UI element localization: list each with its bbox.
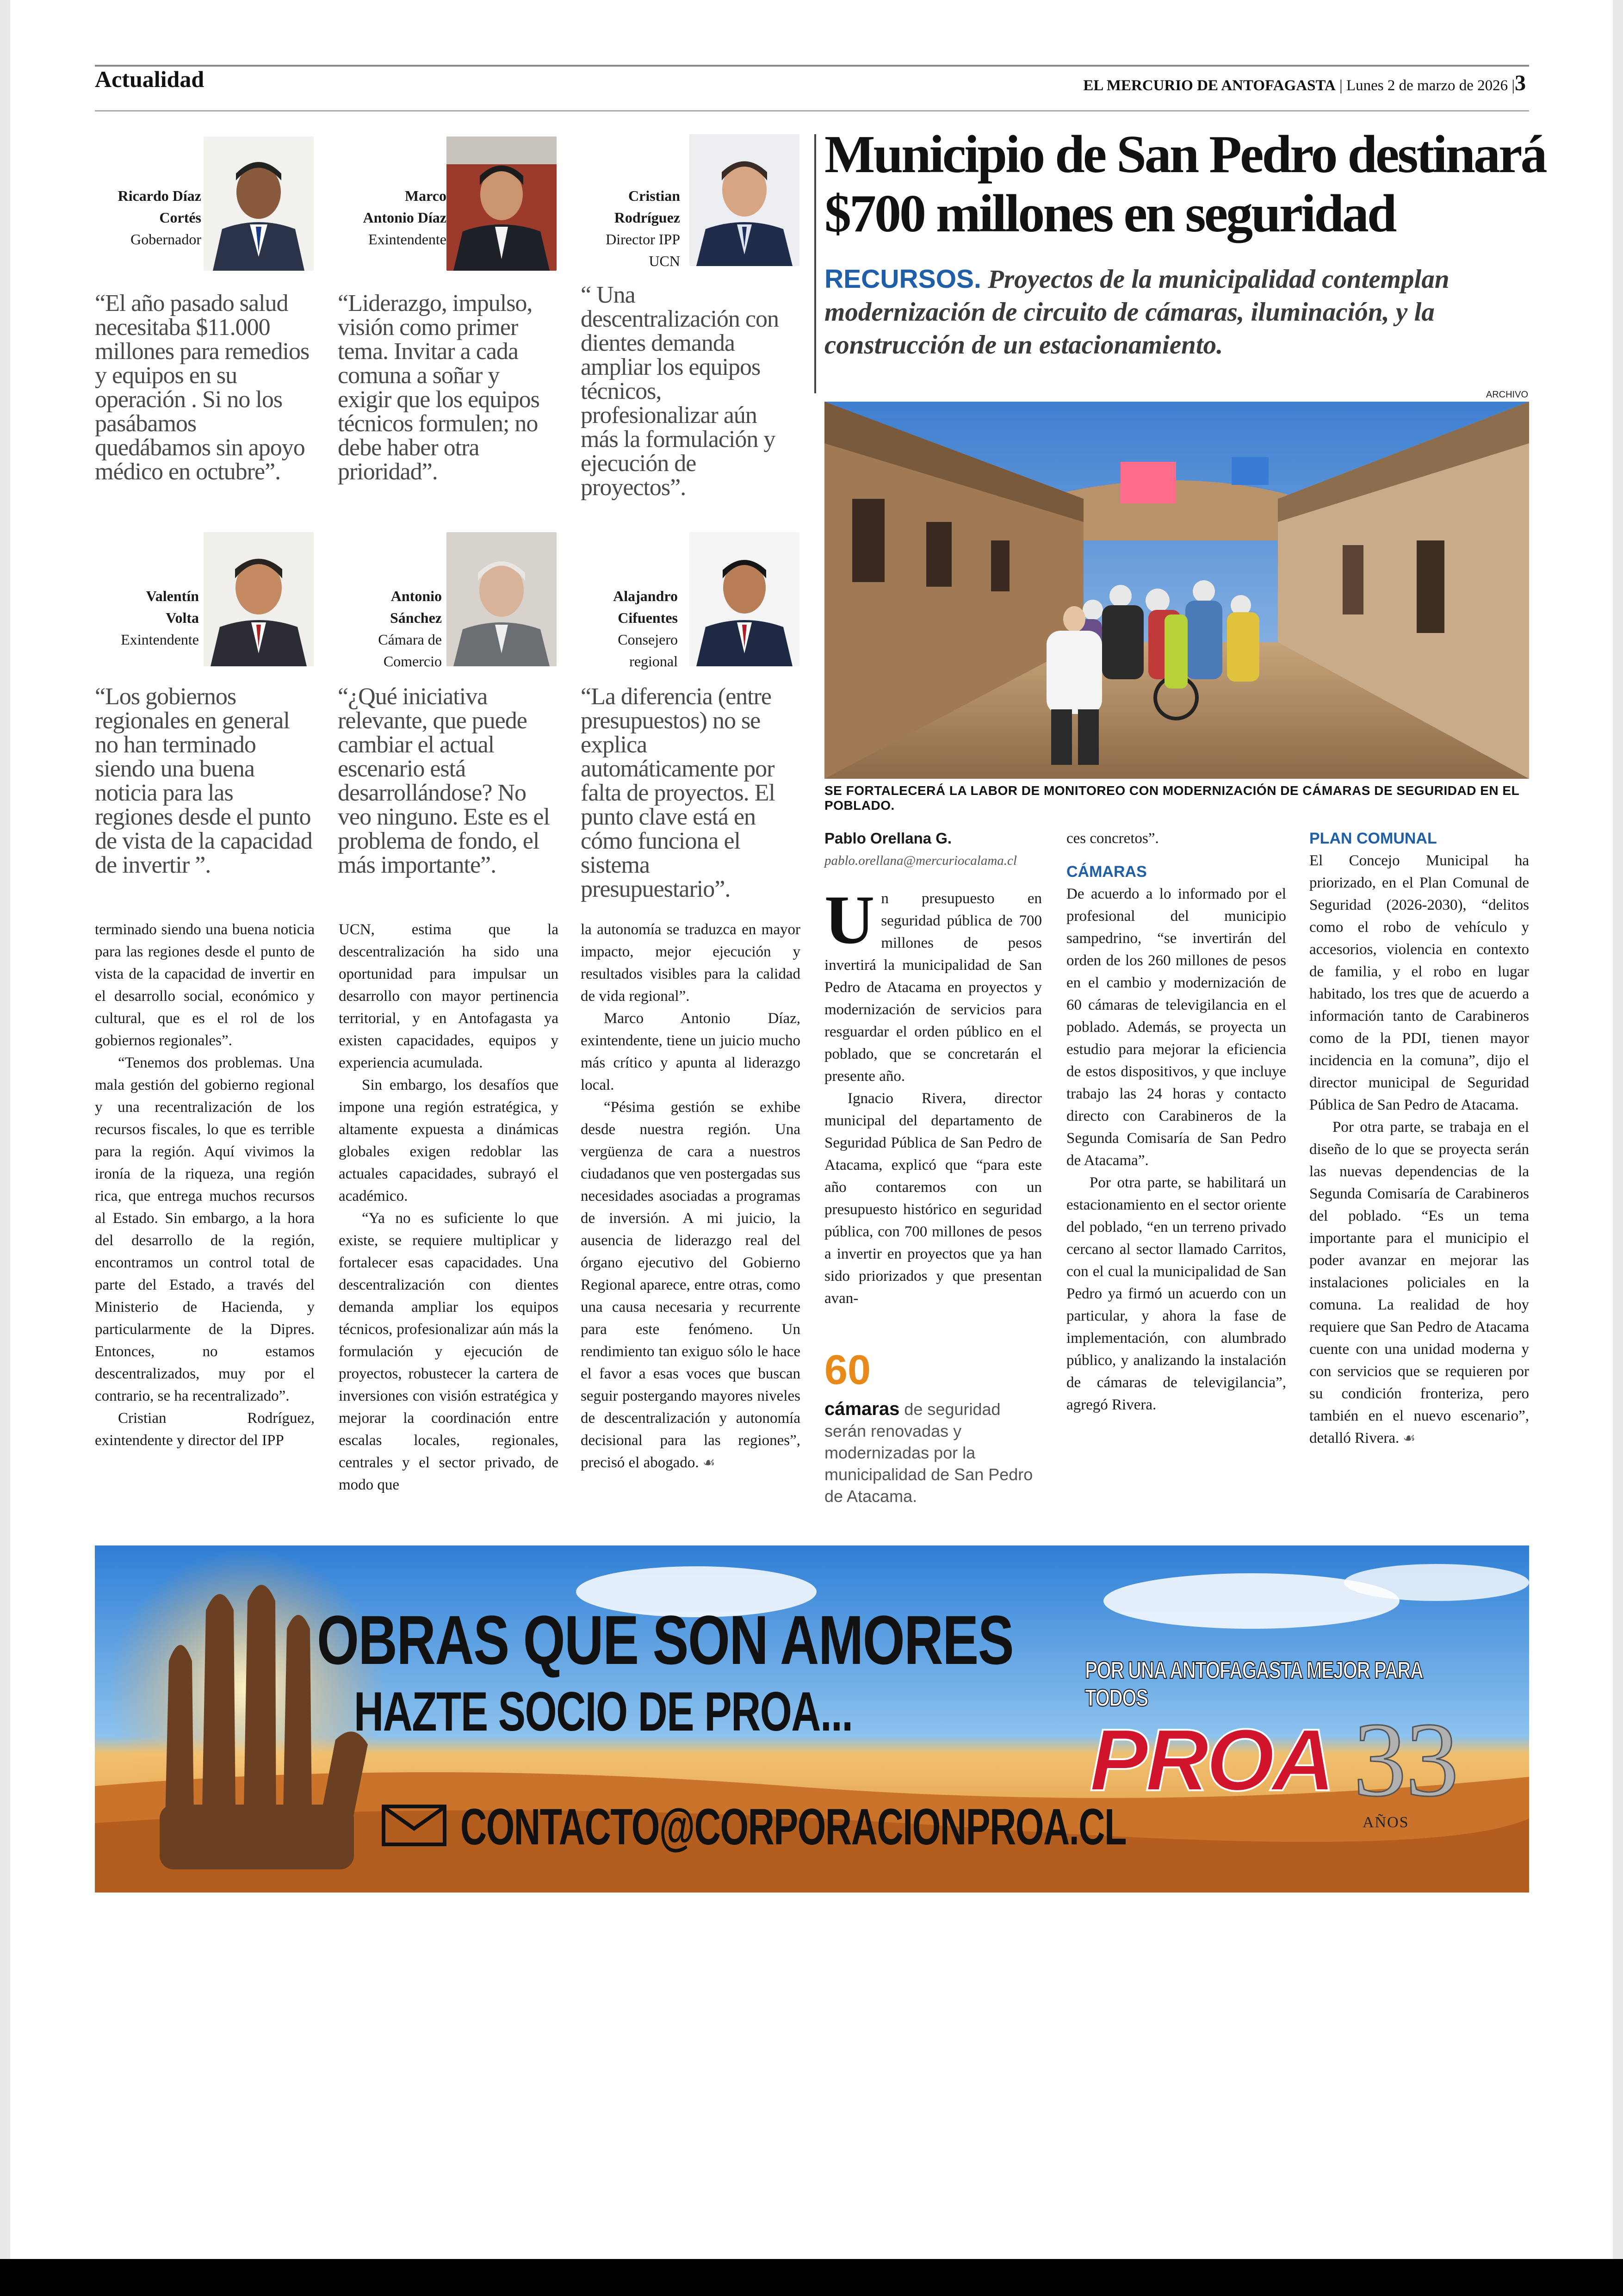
envelope-icon: [382, 1805, 446, 1846]
paragraph: la autonomía se traduzca en mayor impacto, mejor ejecución y resultados visibles para la calidad de vida regional”.: [581, 921, 800, 1005]
person-name: Cifuentes: [618, 609, 678, 626]
person-role: Consejero: [618, 631, 678, 648]
page-margin-left: [0, 0, 10, 2259]
article-photo-street: [824, 402, 1529, 779]
person-name: Alajandro: [613, 588, 678, 604]
panel-person-2-label: [342, 185, 446, 250]
subhead-plan-comunal: PLAN COMUNAL: [1309, 830, 1437, 847]
portrait-cristian-rodriguez: [689, 134, 799, 266]
paragraph: Cristian Rodríguez, exintendente y director del IPP: [95, 1410, 315, 1449]
issue-date: Lunes 2 de marzo de 2026: [1346, 77, 1508, 94]
article-headline: [824, 125, 1546, 243]
paragraph: “Pésima gestión se exhibe desde nuestra región. Una vergüenza de cara a nuestros ciudadanos que ven postergadas sus necesidades asociadas a programas de inversión. A mi juicio, la ausencia de liderazgo real del órgano ejecutivo del Gobierno Regional aparece, entre otras, como una causa necesaria y recurrente para este fenómeno. Un rendimiento tan exiguo sólo le hace el favor a esas voces que buscan seguir postergando mayores niveles de descentralización y autonomía decisional para las regiones”, precisó el abogado. ☙: [581, 1099, 800, 1471]
ad-subheadline: HAZTE SOCIO DE PROA...: [354, 1681, 853, 1743]
left-article-col-2: [339, 918, 558, 1496]
right-article-col-3: [1309, 827, 1529, 1450]
ad-tagline: POR UNA ANTOFAGASTA MEJOR PARA TODOS: [1085, 1657, 1423, 1712]
portrait-ricardo-diaz: [204, 137, 314, 271]
paragraph: Ignacio Rivera, director municipal del departamento de Seguridad Pública de San Pedro de Atacama, explicó que “para este año contaremos con un presupuesto histórico en seguridad pública, con 700 millones de pesos a invertir en proyectos que ya han sido priorizados y que presentan avan-: [824, 1090, 1042, 1307]
person-name: Ricardo Díaz: [118, 187, 201, 204]
paragraph: “Tenemos dos problemas. Una mala gestión del gobierno regional y una recentralización de los recursos fiscales, lo que es terrible para la región. Aquí vivimos la ironía de la riqueza, una región rica, que entrega muchos recursos al Estado. Sin embargo, a la hora del desarrollo de la región, encontramos un control total de parte del Estado, a través del Ministerio de Hacienda, y particularmente de la Dipres. Entonces, no estamos descentralizados, muy por el contrario, se ha recentralizado”.: [95, 1055, 315, 1404]
person-name: Valentín: [146, 588, 199, 604]
panel-person-1-label: [95, 185, 201, 250]
anniversary-number: 33: [1353, 1700, 1458, 1818]
author-email: pablo.orellana@mercuriocalama.cl: [824, 853, 1017, 868]
person-name: Volta: [166, 609, 199, 626]
person-name: Cortés: [159, 209, 201, 226]
portrait-alajandro-cifuentes: [689, 532, 799, 666]
person-role: Cámara de: [378, 631, 442, 648]
headline-line: $700 millones en seguridad: [824, 184, 1395, 243]
panel-quote-5: “¿Qué iniciativa relevante, que puede cambiar el actual escenario está desarrollándose? No veo ninguno. Este es el problema de fondo, el más importante”.: [338, 683, 550, 878]
paragraph: Por otra parte, se habilitará un estacionamiento en el sector oriente del poblado, “en un terreno privado cercano al sector llamado Carritos, con el cual la municipalidad de San Pedro ya firmó un acuerdo con un particular, y ahora la fase de implementación, con alumbrado público, y analizando la instalación de cámaras de televigilancia”, agregó Rivera.: [1066, 1174, 1286, 1413]
paragraph: “Ya no es suficiente lo que existe, se requiere multiplicar y fortalecer esas capacidades. Una descentralización con dientes demanda ampliar los equipos técnicos, profesionalizar aún más la formulación y ejecución de proyectos, robustecer la cartera de inversiones con visión estratégica y mejorar la coordinación entre escalas locales, regionales, centrales y el sector privado, de modo que: [339, 1210, 558, 1493]
person-name: Rodríguez: [614, 209, 680, 226]
subhead-camaras: CÁMARAS: [1066, 863, 1147, 881]
paragraph: Sin embargo, los desafíos que impone una región estratégica, y altamente expuesta a dinámicas globales exigen redoblar las actuales capacidades, subrayó el académico.: [339, 1077, 558, 1204]
paragraph: Marco Antonio Díaz, exintendente, tiene un juicio mucho más crítico y apunta al liderazgo local.: [581, 1010, 800, 1093]
right-article-col-1: [824, 827, 1042, 1309]
person-role: Gobernador: [130, 231, 201, 248]
person-role: regional: [629, 653, 678, 670]
fact-body: de seguridad serán renovadas y modernizadas por la municipalidad de San Pedro de Atacama.: [824, 1400, 1033, 1506]
panel-quote-1: “El año pasado salud necesitaba $11.000 millones para remedios y equipos en su operación . Si no los pasábamos quedábamos sin apoyo médico en octubre”.: [95, 290, 310, 485]
drop-cap: U: [824, 881, 875, 958]
paragraph: El Concejo Municipal ha priorizado, en el Plan Comunal de Seguridad (2026-2030), “delitos como el robo de vehículo y accesorios, violencia en contexto de familia, y el robo en lugar habitado, los tres que de acuerdo a información tanto de Carabineros como de la PDI, tienen mayor incidencia en la comuna”, dijo el director municipal de Seguridad Pública de San Pedro de Atacama.: [1309, 852, 1529, 1113]
article-deck: [824, 263, 1532, 361]
column-divider: [814, 134, 816, 393]
paragraph: ces concretos”.: [1066, 830, 1159, 847]
deck-text: Proyectos de la municipalidad contemplan modernización de circuito de cámaras, iluminación, y la construcción de un estacionamiento.: [824, 265, 1450, 360]
person-name: Antonio Díaz: [363, 209, 446, 226]
person-role: UCN: [649, 253, 680, 269]
proa-logo-wordmark: PROA: [1090, 1711, 1332, 1809]
photo-caption: SE FORTALECERÁ LA LABOR DE MONITOREO CON MODERNIZACIÓN DE CÁMARAS DE SEGURIDAD EN EL POBLADO.: [824, 783, 1519, 813]
bottom-black-bar: [0, 2259, 1623, 2296]
portrait-marco-antonio-diaz: [446, 137, 557, 271]
anniversary-label: AÑOS: [1363, 1814, 1409, 1831]
photo-credit: ARCHIVO: [1486, 390, 1528, 400]
byline: Pablo Orellana G.: [824, 830, 952, 847]
panel-quote-4: “Los gobiernos regionales en general no han terminado siendo una buena noticia para las regiones desde el punto de vista de la capacidad de invertir ”.: [95, 683, 312, 878]
page-margin-right: [1613, 0, 1623, 2259]
person-name: Marco: [404, 187, 446, 204]
person-role: Exintendente: [121, 631, 199, 648]
paragraph: terminado siendo una buena noticia para las regiones desde el punto de vista de la capacidad de invertir en el desarrollo social, económico y cultural, que es el rol de los gobiernos regionales”.: [95, 921, 315, 1049]
panel-person-3-label: [576, 185, 680, 272]
end-mark-icon: ☙: [702, 1455, 715, 1471]
portrait-antonio-sanchez: [446, 532, 557, 666]
ad-headline: OBRAS QUE SON AMORES: [317, 1601, 1014, 1679]
panel-quote-3: “ Una descentralización con dientes demanda ampliar los equipos técnicos, profesionalizar aún más la formulación y ejecución de proyectos”.: [581, 282, 779, 501]
panel-quote-6: “La diferencia (entre presupuestos) no se explica automáticamente por falta de proyectos. El punto clave está en cómo funciona el sistema presupuestario”.: [581, 683, 775, 902]
proa-ad-banner[interactable]: [95, 1545, 1529, 1893]
ad-contact-email[interactable]: CONTACTO@CORPORACIONPROA.CL: [460, 1799, 1127, 1855]
portrait-valentin-volta: [204, 532, 314, 666]
header-masthead: EL MERCURIO DE ANTOFAGASTA | Lunes 2 de marzo de 2026 |3: [1083, 71, 1526, 95]
publication-name: EL MERCURIO DE ANTOFAGASTA: [1083, 77, 1336, 94]
paragraph: Por otra parte, se trabaja en el diseño de lo que se proyecta serán las nuevas dependencias de la Segunda Comisaría de Carabineros del poblado. “Es un tema importante para el municipio el poder avanzar en mejorar las instalaciones policiales en la comuna. La realidad de hoy requiere que San Pedro de Atacama cuente con una unidad moderna y con servicios que se requieren por su condición fronteriza, pero también en el nuevo escenario”, detalló Rivera. ☙: [1309, 1119, 1529, 1446]
headline-line: Municipio de San Pedro destinará: [824, 125, 1546, 184]
person-name: Antonio: [390, 588, 442, 604]
person-name: Cristian: [628, 187, 680, 204]
left-article-col-1: [95, 918, 315, 1452]
header-top-rule: [95, 65, 1529, 67]
fact-text: [824, 1398, 1037, 1507]
section-label: Actualidad: [95, 66, 204, 92]
left-article-col-3: [581, 918, 800, 1474]
person-role: Director IPP: [606, 231, 680, 248]
end-mark-icon: ☙: [1403, 1430, 1416, 1446]
header-bottom-rule: [95, 110, 1529, 112]
fact-number: 60: [824, 1347, 871, 1393]
paragraph: De acuerdo a lo informado por el profesional del municipio sampedrino, “se invertirán del orden de los 260 millones de pesos en el cambio y modernización de 60 cámaras de televigilancia en el poblado. Además, se proyecta un estudio para mejorar la eficiencia de estos dispositivos, y que incluye trabajo las 24 horas y contacto directo con Carabineros de la Segunda Comisaría de San Pedro de Atacama”.: [1066, 886, 1286, 1169]
article-kicker: RECURSOS.: [824, 264, 981, 294]
panel-person-4-label: [95, 585, 199, 651]
paragraph: UCN, estima que la descentralización ha sido una oportunidad para impulsar un desarrollo con mayor pertinencia territorial, y en Antofagasta ya existen capacidades, equipos y experiencia acumulada.: [339, 921, 558, 1071]
page-number: 3: [1515, 71, 1526, 95]
fact-bold: cámaras: [824, 1399, 900, 1419]
panel-person-6-label: [574, 585, 678, 672]
right-article-col-2: [1066, 827, 1286, 1416]
person-role: Comercio: [383, 653, 442, 670]
person-name: Sánchez: [390, 609, 442, 626]
panel-person-5-label: [338, 585, 442, 672]
lead-paragraph: Un presupuesto en seguridad pública de 700 millones de pesos invertirá la municipalidad de San Pedro de Atacama en proyectos y modernización de servicios para resguardar el orden público en el poblado, que se concretarán el presente año.: [824, 881, 1042, 1085]
person-role: Exintendente: [368, 231, 446, 248]
panel-quote-2: “Liderazgo, impulso, visión como primer tema. Invitar a cada comuna a soñar y exigir que los equipos técnicos formulen; no debe haber otra prioridad”.: [338, 290, 539, 485]
